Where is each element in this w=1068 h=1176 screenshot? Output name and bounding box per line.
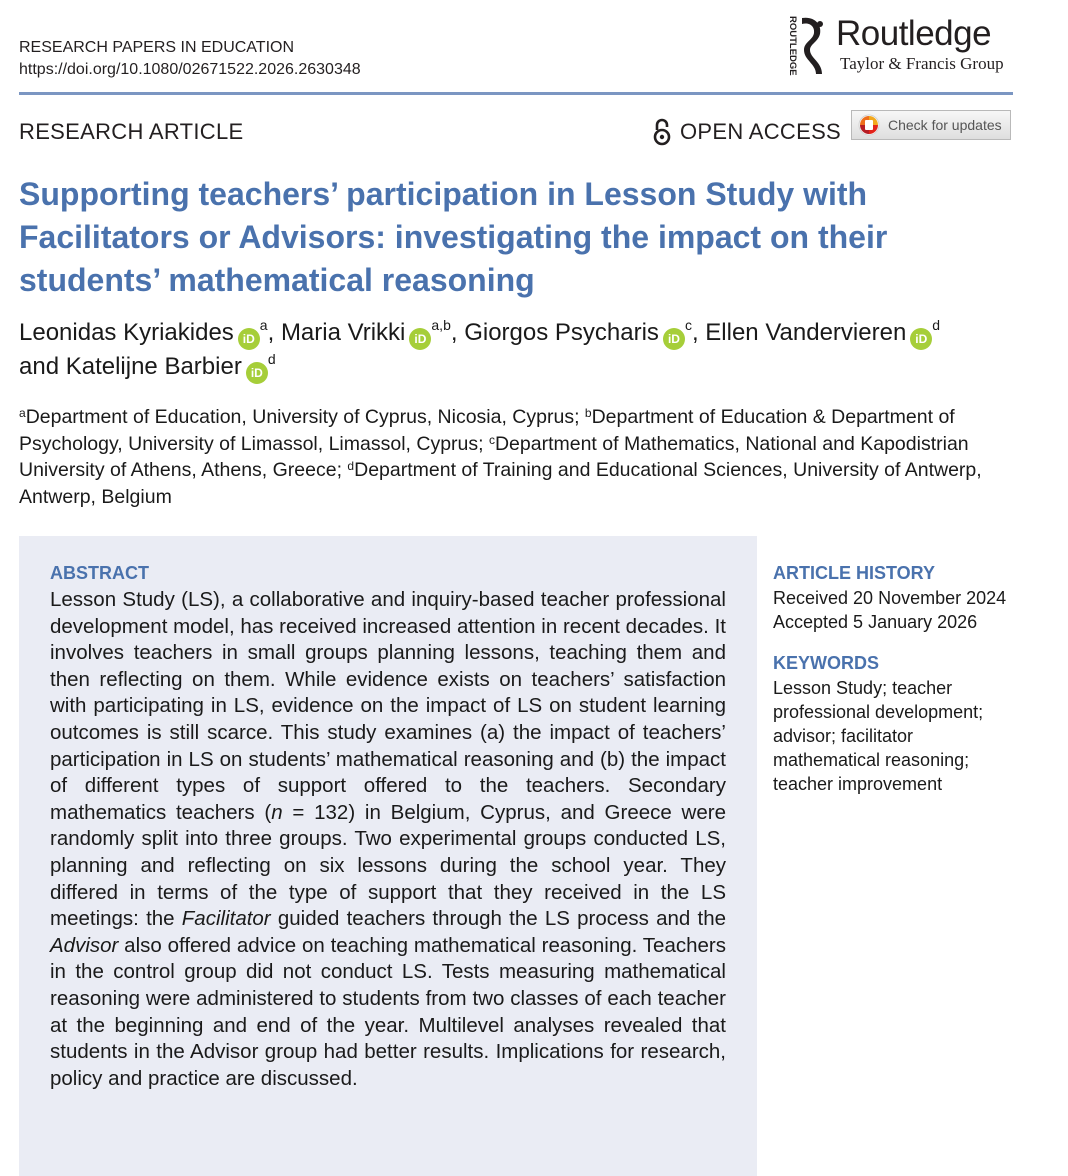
affiliation-a: Department of Education, University of Cyprus, Nicosia, Cyprus; xyxy=(25,406,585,428)
affiliation-b: Department of Education & Department of Psychology, University of Limassol, Limassol, Cyprus; xyxy=(19,406,955,455)
check-updates-label: Check for updates xyxy=(888,117,1002,133)
orcid-icon[interactable]: iD xyxy=(910,328,932,350)
affiliation-c: Department of Mathematics, National and Kapodistrian University of Athens, Athens, Greece; xyxy=(19,432,969,481)
author-affil-marker: a,b xyxy=(431,317,451,333)
publisher-name: Routledge xyxy=(836,14,992,53)
open-access-badge xyxy=(652,117,841,147)
keywords xyxy=(773,653,1033,796)
orcid-icon[interactable]: iD xyxy=(246,362,268,384)
doi-link[interactable]: https://doi.org/10.1080/02671522.2026.2630348 xyxy=(19,61,361,78)
author-1[interactable]: Leonidas Kyriakides $iD^a$ xyxy=(19,319,268,346)
routledge-mark-icon xyxy=(780,14,834,78)
author-4[interactable]: Ellen Vandervieren $iD^d$ xyxy=(705,319,940,346)
journal-name: RESEARCH PAPERS IN EDUCATION xyxy=(19,39,295,56)
check-updates-icon xyxy=(858,114,880,136)
keywords-heading: KEYWORDS xyxy=(773,653,880,673)
affiliation-d: Department of Training and Educational Sciences, University of Antwerp, Antwerp, Belgium xyxy=(19,459,982,508)
open-lock-icon xyxy=(652,118,672,146)
author-2[interactable]: Maria Vrikki iD$^{a,b}$ xyxy=(281,319,451,346)
orcid-icon[interactable]: iD xyxy=(238,328,260,350)
received-date: Received 20 November 2024 xyxy=(773,588,1007,608)
orcid-icon[interactable]: iD xyxy=(663,328,685,350)
author-affil-marker: d xyxy=(932,317,941,333)
abstract-heading: ABSTRACT xyxy=(50,563,149,583)
keywords-text: Lesson Study; teacher professional development; advisor; facilitator mathematical reasoning; teacher improvement xyxy=(773,678,984,794)
routledge-vertical-text: ROUTLEDGE xyxy=(787,16,798,76)
article-history xyxy=(773,563,1033,634)
author-affil-marker: d xyxy=(267,351,276,367)
article-type: RESEARCH ARTICLE xyxy=(19,119,244,144)
publisher-logo xyxy=(780,12,1020,80)
check-updates-button[interactable] xyxy=(851,110,1011,140)
author-3[interactable]: Giorgos Psycharis $iD^c$ xyxy=(464,319,692,346)
orcid-icon[interactable]: iD xyxy=(409,328,431,350)
affiliations: $^a$Department of Education, University of Cyprus, Nicosia, Cyprus; $^b$Department of Education & Department of Psychology, University of Limassol, Limassol, Cyprus; $^c$Department of Mathematics, National and Kapodistrian University of Athens, Athens, Greece; $^d$Department of Training and Educational Sciences, University of Antwerp, Antwerp, Belgium xyxy=(19,406,982,508)
publisher-group: Taylor & Francis Group xyxy=(840,54,1004,73)
abstract-text: Lesson Study (LS), a collaborative and inquiry-based teacher professional development model, has received increased attention in recent decades. It involves teachers in small groups planning lessons, teaching them and then reflecting on them. While evidence exists on teachers’ satisfaction with participating in LS, evidence on the impact of LS on student learning outcomes is still scarce. This study examines (a) the impact of teachers’ participation in LS on students’ mathematical reasoning and (b) the impact of different types of support offered to the teachers. Secondary mathematics teachers (n = 132) in Belgium, Cyprus, and Greece were randomly split into three groups. Two experimental groups conducted LS, planning and reflecting on six lessons during the school year. They differed in terms of the type of support that they received in the LS meetings: the Facilitator guided teachers through the LS process and the Advisor also offered advice on teaching mathematical reasoning. Teachers in the control group did not conduct LS. Tests measuring mathematical reasoning were administered to students from two classes of each teacher at the beginning and end of the year. Multilevel analyses revealed that students in the Advisor group had better results. Implications for research, policy and practice are discussed. xyxy=(50,588,726,1090)
open-access-label: OPEN ACCESS xyxy=(680,119,842,144)
author-list: Leonidas Kyriakides $iD^a$, Maria Vrikki iD$^{a,b}$, Giorgos Psycharis $iD^c$, Ellen Vandervieren $iD^d$ and Katelijne Barbier $iD^d$ xyxy=(19,316,1059,384)
journal-header xyxy=(19,37,361,81)
article-title: Supporting teachers’ participation in Lesson Study with Facilitators or Advisors: investigating the impact on their students’ mathematical reasoning xyxy=(19,176,888,298)
author-5[interactable]: and Katelijne Barbier $iD^d$ xyxy=(19,353,276,380)
author-affil-marker: a xyxy=(259,317,268,333)
article-history-heading: ARTICLE HISTORY xyxy=(773,563,936,583)
author-affil-marker: c xyxy=(684,317,692,333)
header-divider xyxy=(19,92,1013,95)
accepted-date: Accepted 5 January 2026 xyxy=(773,612,978,632)
